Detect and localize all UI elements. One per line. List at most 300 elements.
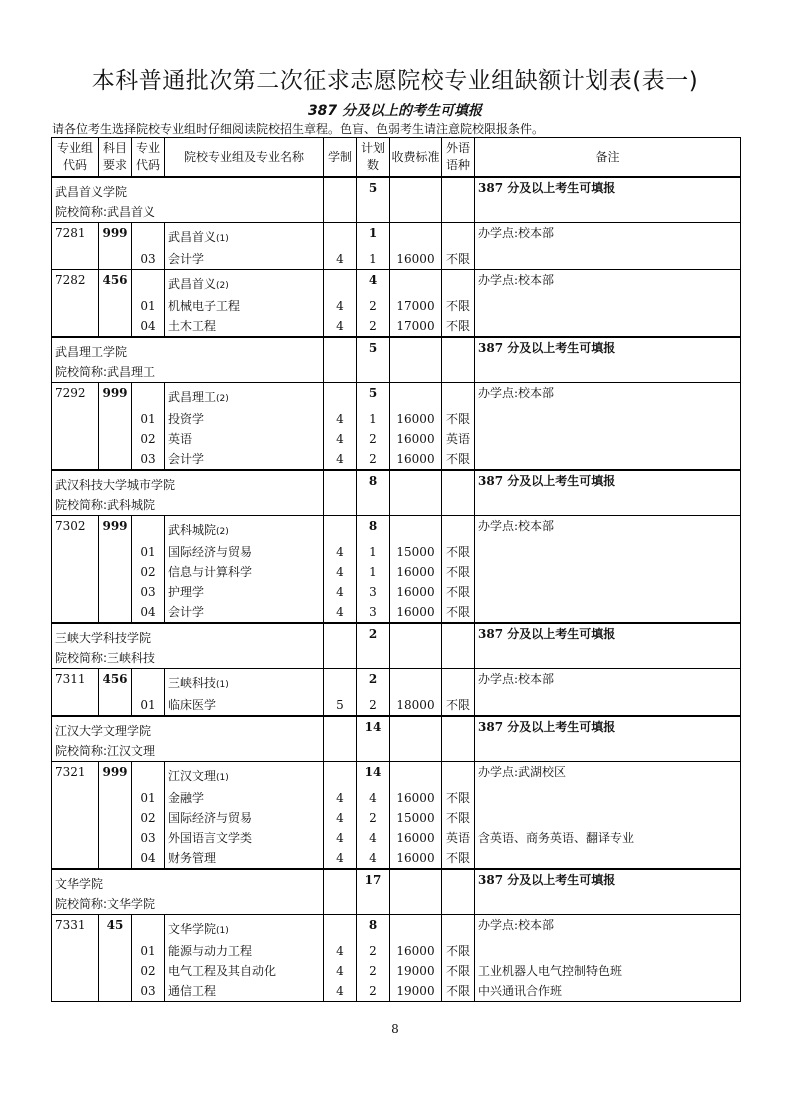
empty-cell (52, 249, 99, 270)
major-name: 国际经济与贸易 (165, 808, 324, 828)
institution-short-name: 院校简称:武昌理工 (52, 362, 324, 383)
group-remark: 办学点:校本部 (475, 223, 741, 250)
major-lang: 不限 (442, 695, 475, 716)
empty-cell (324, 383, 357, 410)
group-code: 7311 (52, 669, 99, 696)
major-plan: 2 (357, 296, 390, 316)
major-name: 机械电子工程 (165, 296, 324, 316)
major-plan: 2 (357, 449, 390, 470)
group-code: 7281 (52, 223, 99, 250)
empty-cell (357, 648, 390, 669)
empty-cell (390, 177, 442, 202)
group-number: (2) (216, 527, 229, 537)
major-years: 4 (324, 562, 357, 582)
empty-cell (324, 223, 357, 250)
empty-cell (52, 582, 99, 602)
empty-cell (390, 741, 442, 762)
header-lang: 外语语种 (442, 138, 475, 178)
major-name: 英语 (165, 429, 324, 449)
major-name: 电气工程及其自动化 (165, 961, 324, 981)
institution-name: 三峡大学科技学院 (52, 623, 324, 648)
empty-cell (442, 383, 475, 410)
empty-cell (99, 429, 132, 449)
group-plan: 8 (357, 516, 390, 543)
group-number: (1) (216, 773, 229, 783)
group-code: 7292 (52, 383, 99, 410)
institution-name: 武汉科技大学城市学院 (52, 470, 324, 495)
empty-cell (52, 981, 99, 1002)
empty-cell (475, 202, 741, 223)
empty-cell (324, 762, 357, 789)
institution-remark: 387 分及以上考生可填报 (475, 623, 741, 648)
group-subject-req: 45 (99, 915, 132, 942)
major-fee: 16000 (390, 429, 442, 449)
major-remark (475, 409, 741, 429)
major-remark (475, 296, 741, 316)
major-code: 03 (132, 449, 165, 470)
group-row (52, 383, 741, 410)
empty-cell (324, 623, 357, 648)
major-plan: 1 (357, 562, 390, 582)
major-years: 4 (324, 249, 357, 270)
institution-name: 武昌理工学院 (52, 337, 324, 362)
institution-short-name: 院校简称:文华学院 (52, 894, 324, 915)
plan-table (51, 137, 741, 1002)
empty-cell (390, 648, 442, 669)
institution-remark: 387 分及以上考生可填报 (475, 337, 741, 362)
group-plan: 4 (357, 270, 390, 297)
header-plan: 计划数 (357, 138, 390, 178)
group-plan: 5 (357, 383, 390, 410)
empty-cell (52, 808, 99, 828)
empty-cell (324, 648, 357, 669)
empty-cell (357, 495, 390, 516)
major-years: 4 (324, 828, 357, 848)
header-remark: 备注 (475, 138, 741, 178)
major-fee: 15000 (390, 808, 442, 828)
major-code: 01 (132, 695, 165, 716)
group-plan: 14 (357, 762, 390, 789)
institution-plan: 8 (357, 470, 390, 495)
empty-cell (132, 762, 165, 789)
major-lang: 英语 (442, 429, 475, 449)
group-remark: 办学点:武湖校区 (475, 762, 741, 789)
page-title: 本科普通批次第二次征求志愿院校专业组缺额计划表(表一) (91, 68, 699, 94)
group-code: 7302 (52, 516, 99, 543)
group-name-text: 武昌首义 (168, 230, 217, 244)
major-fee: 17000 (390, 296, 442, 316)
major-plan: 1 (357, 542, 390, 562)
group-name (165, 223, 324, 250)
empty-cell (442, 177, 475, 202)
group-subject-req: 999 (99, 383, 132, 410)
major-lang: 不限 (442, 602, 475, 623)
major-fee: 19000 (390, 961, 442, 981)
empty-cell (390, 270, 442, 297)
major-lang: 不限 (442, 542, 475, 562)
major-lang: 英语 (442, 828, 475, 848)
major-lang: 不限 (442, 296, 475, 316)
empty-cell (324, 516, 357, 543)
empty-cell (324, 270, 357, 297)
major-lang: 不限 (442, 409, 475, 429)
header-subject-req: 科目要求 (99, 138, 132, 178)
major-fee: 16000 (390, 602, 442, 623)
group-remark: 办学点:校本部 (475, 516, 741, 543)
major-remark (475, 449, 741, 470)
table-header-row (52, 138, 741, 178)
major-plan: 2 (357, 429, 390, 449)
group-row (52, 915, 741, 942)
empty-cell (475, 894, 741, 915)
empty-cell (99, 409, 132, 429)
major-code: 01 (132, 788, 165, 808)
empty-cell (324, 894, 357, 915)
major-fee: 16000 (390, 249, 442, 270)
institution-name: 文华学院 (52, 869, 324, 894)
empty-cell (99, 848, 132, 869)
group-row (52, 669, 741, 696)
group-code: 7321 (52, 762, 99, 789)
group-code: 7282 (52, 270, 99, 297)
group-row (52, 270, 741, 297)
empty-cell (324, 337, 357, 362)
empty-cell (442, 270, 475, 297)
major-name: 土木工程 (165, 316, 324, 337)
group-plan: 1 (357, 223, 390, 250)
empty-cell (390, 869, 442, 894)
major-fee: 16000 (390, 409, 442, 429)
institution-row (52, 177, 741, 202)
empty-cell (390, 223, 442, 250)
group-name-text: 江汉文理 (168, 769, 217, 783)
major-name: 会计学 (165, 449, 324, 470)
empty-cell (324, 716, 357, 741)
major-years: 4 (324, 981, 357, 1002)
empty-cell (52, 961, 99, 981)
empty-cell (52, 296, 99, 316)
major-name: 财务管理 (165, 848, 324, 869)
header-group-code: 专业组代码 (52, 138, 99, 178)
empty-cell (52, 848, 99, 869)
empty-cell (390, 669, 442, 696)
institution-short-row (52, 495, 741, 516)
major-remark (475, 582, 741, 602)
major-years: 4 (324, 848, 357, 869)
empty-cell (99, 941, 132, 961)
major-remark (475, 808, 741, 828)
major-row (52, 848, 741, 869)
major-code: 02 (132, 961, 165, 981)
empty-cell (99, 961, 132, 981)
major-remark (475, 695, 741, 716)
institution-row (52, 470, 741, 495)
major-remark (475, 848, 741, 869)
institution-short-row (52, 362, 741, 383)
empty-cell (324, 202, 357, 223)
major-name: 会计学 (165, 249, 324, 270)
empty-cell (475, 495, 741, 516)
empty-cell (390, 383, 442, 410)
group-subject-req: 456 (99, 669, 132, 696)
empty-cell (475, 648, 741, 669)
major-row (52, 582, 741, 602)
major-years: 4 (324, 542, 357, 562)
empty-cell (390, 762, 442, 789)
major-plan: 2 (357, 808, 390, 828)
major-row (52, 429, 741, 449)
institution-remark: 387 分及以上考生可填报 (475, 470, 741, 495)
major-name: 信息与计算科学 (165, 562, 324, 582)
major-lang: 不限 (442, 562, 475, 582)
header-fee: 收费标准 (390, 138, 442, 178)
major-fee: 16000 (390, 562, 442, 582)
major-fee: 15000 (390, 542, 442, 562)
empty-cell (390, 202, 442, 223)
major-row (52, 602, 741, 623)
empty-cell (324, 915, 357, 942)
group-remark: 办学点:校本部 (475, 915, 741, 942)
major-years: 4 (324, 788, 357, 808)
major-code: 03 (132, 249, 165, 270)
empty-cell (99, 449, 132, 470)
group-name-text: 武科城院 (168, 523, 217, 537)
institution-row (52, 623, 741, 648)
major-fee: 16000 (390, 449, 442, 470)
major-code: 01 (132, 941, 165, 961)
major-code: 04 (132, 602, 165, 623)
empty-cell (132, 915, 165, 942)
empty-cell (442, 223, 475, 250)
empty-cell (390, 470, 442, 495)
institution-remark: 387 分及以上考生可填报 (475, 716, 741, 741)
empty-cell (132, 516, 165, 543)
empty-cell (442, 337, 475, 362)
empty-cell (99, 828, 132, 848)
major-name: 护理学 (165, 582, 324, 602)
major-row (52, 828, 741, 848)
empty-cell (475, 741, 741, 762)
major-code: 01 (132, 296, 165, 316)
empty-cell (52, 429, 99, 449)
group-row (52, 516, 741, 543)
major-lang: 不限 (442, 981, 475, 1002)
major-remark: 中兴通讯合作班 (475, 981, 741, 1002)
empty-cell (52, 695, 99, 716)
major-lang: 不限 (442, 316, 475, 337)
major-plan: 2 (357, 695, 390, 716)
major-fee: 18000 (390, 695, 442, 716)
major-fee: 19000 (390, 981, 442, 1002)
empty-cell (99, 296, 132, 316)
major-name: 投资学 (165, 409, 324, 429)
institution-row (52, 869, 741, 894)
group-name (165, 762, 324, 789)
empty-cell (442, 623, 475, 648)
institution-short-name: 院校简称:江汉文理 (52, 741, 324, 762)
group-remark: 办学点:校本部 (475, 270, 741, 297)
empty-cell (442, 202, 475, 223)
empty-cell (442, 869, 475, 894)
major-fee: 16000 (390, 582, 442, 602)
empty-cell (390, 516, 442, 543)
major-years: 4 (324, 808, 357, 828)
major-name: 国际经济与贸易 (165, 542, 324, 562)
empty-cell (442, 894, 475, 915)
empty-cell (132, 223, 165, 250)
empty-cell (357, 894, 390, 915)
empty-cell (52, 562, 99, 582)
group-remark: 办学点:校本部 (475, 383, 741, 410)
major-name: 金融学 (165, 788, 324, 808)
empty-cell (132, 383, 165, 410)
major-fee: 16000 (390, 848, 442, 869)
major-plan: 4 (357, 848, 390, 869)
empty-cell (324, 470, 357, 495)
group-remark: 办学点:校本部 (475, 669, 741, 696)
institution-short-name: 院校简称:三峡科技 (52, 648, 324, 669)
empty-cell (52, 602, 99, 623)
major-remark (475, 249, 741, 270)
group-name (165, 516, 324, 543)
major-fee: 16000 (390, 941, 442, 961)
major-code: 02 (132, 808, 165, 828)
major-code: 03 (132, 582, 165, 602)
empty-cell (99, 788, 132, 808)
group-name-text: 文华学院 (168, 922, 217, 936)
empty-cell (324, 669, 357, 696)
major-row (52, 449, 741, 470)
major-lang: 不限 (442, 788, 475, 808)
major-row (52, 296, 741, 316)
major-plan: 2 (357, 981, 390, 1002)
major-lang: 不限 (442, 848, 475, 869)
header-years: 学制 (324, 138, 357, 178)
empty-cell (132, 669, 165, 696)
major-remark (475, 602, 741, 623)
major-remark (475, 429, 741, 449)
empty-cell (442, 516, 475, 543)
major-code: 03 (132, 828, 165, 848)
empty-cell (390, 915, 442, 942)
major-fee: 16000 (390, 788, 442, 808)
institution-name: 江汉大学文理学院 (52, 716, 324, 741)
major-row (52, 695, 741, 716)
institution-name: 武昌首义学院 (52, 177, 324, 202)
major-years: 4 (324, 602, 357, 623)
major-fee: 16000 (390, 828, 442, 848)
major-plan: 1 (357, 409, 390, 429)
institution-short-row (52, 894, 741, 915)
major-years: 4 (324, 582, 357, 602)
empty-cell (442, 915, 475, 942)
group-plan: 8 (357, 915, 390, 942)
empty-cell (52, 941, 99, 961)
major-remark: 工业机器人电气控制特色班 (475, 961, 741, 981)
major-lang: 不限 (442, 941, 475, 961)
group-subject-req: 999 (99, 762, 132, 789)
institution-remark: 387 分及以上考生可填报 (475, 869, 741, 894)
major-code: 04 (132, 848, 165, 869)
institution-plan: 5 (357, 337, 390, 362)
major-name: 通信工程 (165, 981, 324, 1002)
empty-cell (442, 716, 475, 741)
major-row (52, 808, 741, 828)
major-row (52, 316, 741, 337)
major-remark: 含英语、商务英语、翻译专业 (475, 828, 741, 848)
empty-cell (357, 202, 390, 223)
major-row (52, 941, 741, 961)
institution-plan: 17 (357, 869, 390, 894)
empty-cell (99, 542, 132, 562)
empty-cell (390, 337, 442, 362)
major-years: 4 (324, 409, 357, 429)
empty-cell (52, 542, 99, 562)
major-plan: 2 (357, 961, 390, 981)
empty-cell (52, 828, 99, 848)
empty-cell (99, 316, 132, 337)
page-subtitle: 387 分及以上的考生可填报 (307, 103, 483, 119)
major-fee: 17000 (390, 316, 442, 337)
empty-cell (442, 495, 475, 516)
group-name (165, 270, 324, 297)
group-number: (1) (216, 926, 229, 936)
major-lang: 不限 (442, 808, 475, 828)
institution-short-row (52, 741, 741, 762)
major-lang: 不限 (442, 249, 475, 270)
major-row (52, 562, 741, 582)
group-code: 7331 (52, 915, 99, 942)
empty-cell (324, 362, 357, 383)
group-row (52, 762, 741, 789)
major-years: 4 (324, 941, 357, 961)
major-plan: 3 (357, 602, 390, 623)
header-name: 院校专业组及专业名称 (165, 138, 324, 178)
empty-cell (390, 716, 442, 741)
empty-cell (99, 562, 132, 582)
major-row (52, 542, 741, 562)
group-subject-req: 999 (99, 223, 132, 250)
major-years: 4 (324, 429, 357, 449)
empty-cell (442, 669, 475, 696)
major-lang: 不限 (442, 582, 475, 602)
major-row (52, 788, 741, 808)
group-row (52, 223, 741, 250)
empty-cell (324, 869, 357, 894)
major-years: 4 (324, 296, 357, 316)
institution-short-row (52, 648, 741, 669)
institution-plan: 2 (357, 623, 390, 648)
major-row (52, 249, 741, 270)
group-number: (2) (216, 281, 229, 291)
major-name: 临床医学 (165, 695, 324, 716)
empty-cell (442, 470, 475, 495)
empty-cell (324, 741, 357, 762)
group-name-text: 武昌首义 (168, 277, 217, 291)
empty-cell (442, 648, 475, 669)
major-lang: 不限 (442, 961, 475, 981)
empty-cell (390, 362, 442, 383)
empty-cell (99, 249, 132, 270)
group-name (165, 915, 324, 942)
major-remark (475, 542, 741, 562)
group-name (165, 669, 324, 696)
group-name-text: 武昌理工 (168, 390, 217, 404)
major-years: 5 (324, 695, 357, 716)
empty-cell (52, 409, 99, 429)
institution-short-name: 院校简称:武昌首义 (52, 202, 324, 223)
major-remark (475, 562, 741, 582)
